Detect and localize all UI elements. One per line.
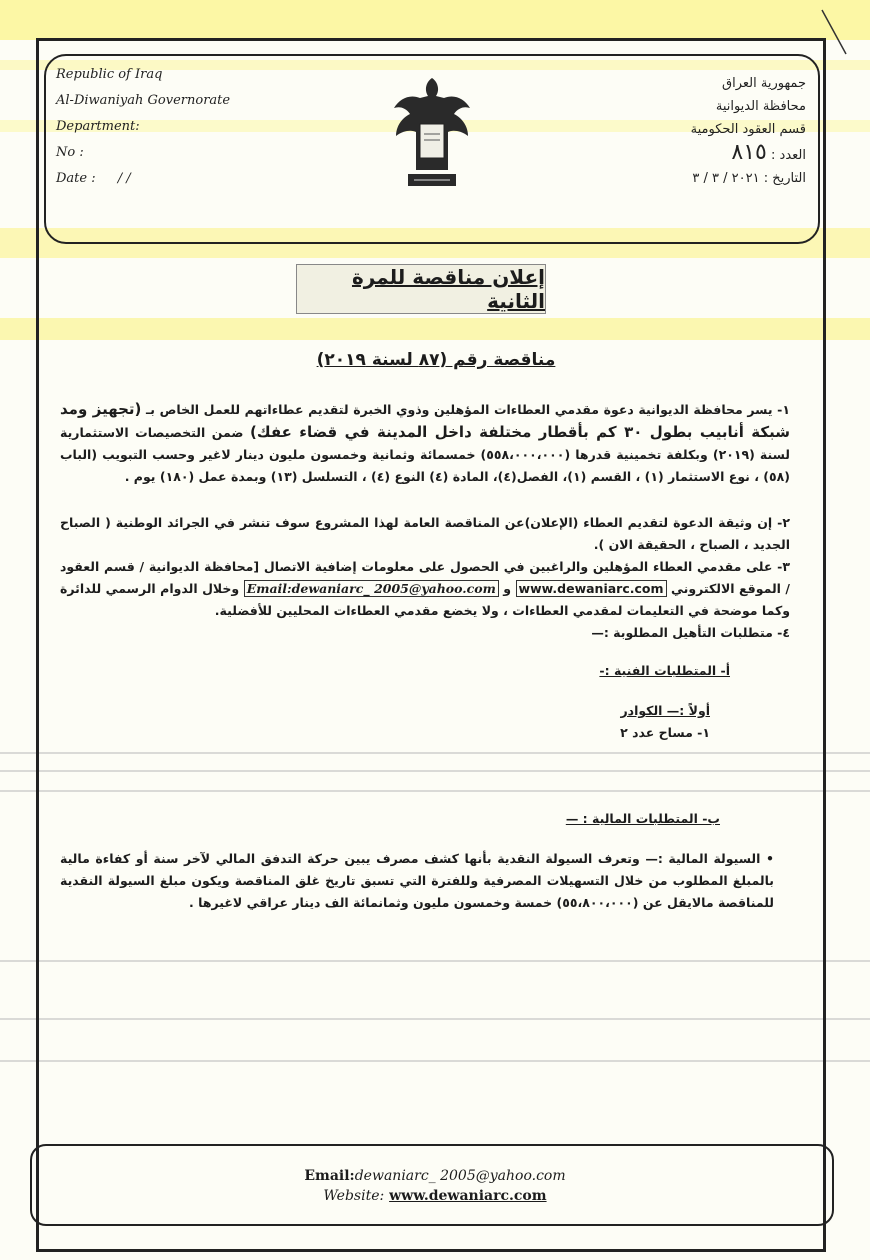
footer-website[interactable]: www.dewaniarc.com bbox=[389, 1188, 547, 1204]
footer-website-label: Website: bbox=[323, 1188, 385, 1204]
country-en: Republic of Iraq bbox=[56, 67, 163, 82]
paragraph-3-prefix: ٣- على مقدمي العطاء المؤهلين والراغبين في الحصول على معلومات إضافية الاتصال [محافظة الديوانية / قسم العقود / الموقع الالكتروني bbox=[60, 559, 790, 596]
date-row-en bbox=[56, 166, 230, 192]
department-label-en: Department: bbox=[56, 119, 140, 134]
email-link[interactable]: Email:dewaniarc_ 2005@yahoo.com bbox=[244, 580, 499, 597]
liquidity-text: السيولة المالية :— وتعرف السيولة النقدية بأنها كشف مصرف يبين حركة التدفق المالي لآخر سنة أو كفاءة مالية بالمبلغ المطلوب من خلال التسهيلات المصرفية وللفترة التي تسبق تاريخ غلق المناقصة ويكون مبلغ السيولة النقدية للمناقصة مالايقل عن (٥٥،٨٠٠،٠٠٠) خمسة وخمسون مليون وثمانمائة الف دينار عراقي لاغيرها . bbox=[60, 851, 774, 910]
paragraph-1-prefix: ١- يسر محافظة الديوانية دعوة مقدمي العطاءات المؤهلين وذوي الخبرة لتقديم عطاءاتهم للعمل الخاص بـ bbox=[146, 402, 790, 417]
footer-email-label: Email: bbox=[304, 1168, 355, 1184]
iraq-eagle-emblem-icon bbox=[390, 74, 474, 192]
financial-heading: ب- المتطلبات المالية : — bbox=[565, 811, 720, 826]
tender-number: مناقصة رقم (٨٧ لسنة ٢٠١٩) bbox=[316, 350, 556, 370]
number-row-ar bbox=[691, 141, 806, 167]
governorate-en: Al-Diwaniyah Governorate bbox=[56, 93, 231, 108]
paragraph-1-suffix: ضمن التخصيصات الاستثمارية لسنة (٢٠١٩) وبكلفة تخمينية قدرها (٥٥٨،٠٠٠،٠٠٠) خمسمائة وثمانية وخمسون مليون دينار لاغير وحسب التبويب (الباب (٥٨) ، نوع الاستثمار (١) ، القسم (١)، الفصل(٤)، المادة (٤) النوع (٤) ، التسلسل (١٣) وبمدة عمل (١٨٠) يوم . bbox=[60, 425, 790, 484]
paragraph-1 bbox=[60, 398, 790, 488]
technical-requirements bbox=[60, 660, 730, 682]
letterhead-arabic bbox=[691, 72, 806, 190]
date-label-ar: التاريخ : bbox=[763, 171, 806, 186]
date-value-en: / / bbox=[117, 171, 131, 186]
country-ar: جمهورية العراق bbox=[722, 76, 806, 91]
paragraph-2: ٢- إن وثيقة الدعوة لتقديم العطاء (الإعلان)عن المناقصة العامة لهذا المشروع سوف تنشر في الجرائد الوطنية ( الصباح الجديد ، الصباح ، الحقيقة الان ). bbox=[60, 515, 790, 552]
project-title: (تجهيز ومد شبكة أنابيب بطول ٣٠ كم بأقطار مختلفة داخل المدينة في قضاء عفك) bbox=[60, 400, 790, 441]
footer-website-row bbox=[0, 1186, 870, 1206]
footer-email[interactable]: dewaniarc_ 2005@yahoo.com bbox=[354, 1168, 566, 1184]
paragraph-3-connector: و bbox=[503, 581, 512, 596]
department-ar: قسم العقود الحكومية bbox=[690, 122, 806, 137]
date-value-ar: ٢٠٢١ / ٣ / ٣ bbox=[692, 171, 760, 186]
paragraph-3-suffix: وخلال الدوام الرسمي للدائرة وكما موضحة في التعليمات لمقدمي العطاءات ، ولا يخضع مقدمي العطاءات المحليين للأفضلية. bbox=[60, 581, 790, 618]
technical-heading: أ- المتطلبات الفنية :- bbox=[599, 663, 730, 678]
number-label-en: No : bbox=[56, 145, 84, 160]
date-label-en: Date : bbox=[56, 171, 96, 186]
staff-item: ١- مساح عدد ٢ bbox=[620, 725, 710, 740]
website-link[interactable]: www.dewaniarc.com bbox=[516, 580, 667, 597]
document-title: إعلان مناقصة للمرة الثانية bbox=[296, 264, 546, 314]
technical-staff bbox=[60, 700, 710, 744]
financial-bullet bbox=[60, 848, 774, 914]
paragraph-4: ٤- متطلبات التأهيل المطلوبة :— bbox=[591, 625, 790, 640]
staff-heading: أولاً :— الكوادر bbox=[620, 703, 710, 718]
letterhead-english bbox=[56, 62, 230, 192]
footer-email-row bbox=[0, 1166, 870, 1186]
governorate-ar: محافظة الديوانية bbox=[715, 99, 806, 114]
bullet-icon: • bbox=[760, 851, 774, 866]
scan-artifact-band bbox=[0, 0, 870, 40]
number-value-ar: ٨١٥ bbox=[731, 140, 767, 165]
number-label-ar: العدد : bbox=[771, 148, 806, 163]
financial-requirements bbox=[60, 808, 720, 830]
paragraph-3 bbox=[60, 556, 790, 622]
date-row-ar bbox=[691, 167, 806, 190]
footer-contact bbox=[0, 1166, 870, 1206]
